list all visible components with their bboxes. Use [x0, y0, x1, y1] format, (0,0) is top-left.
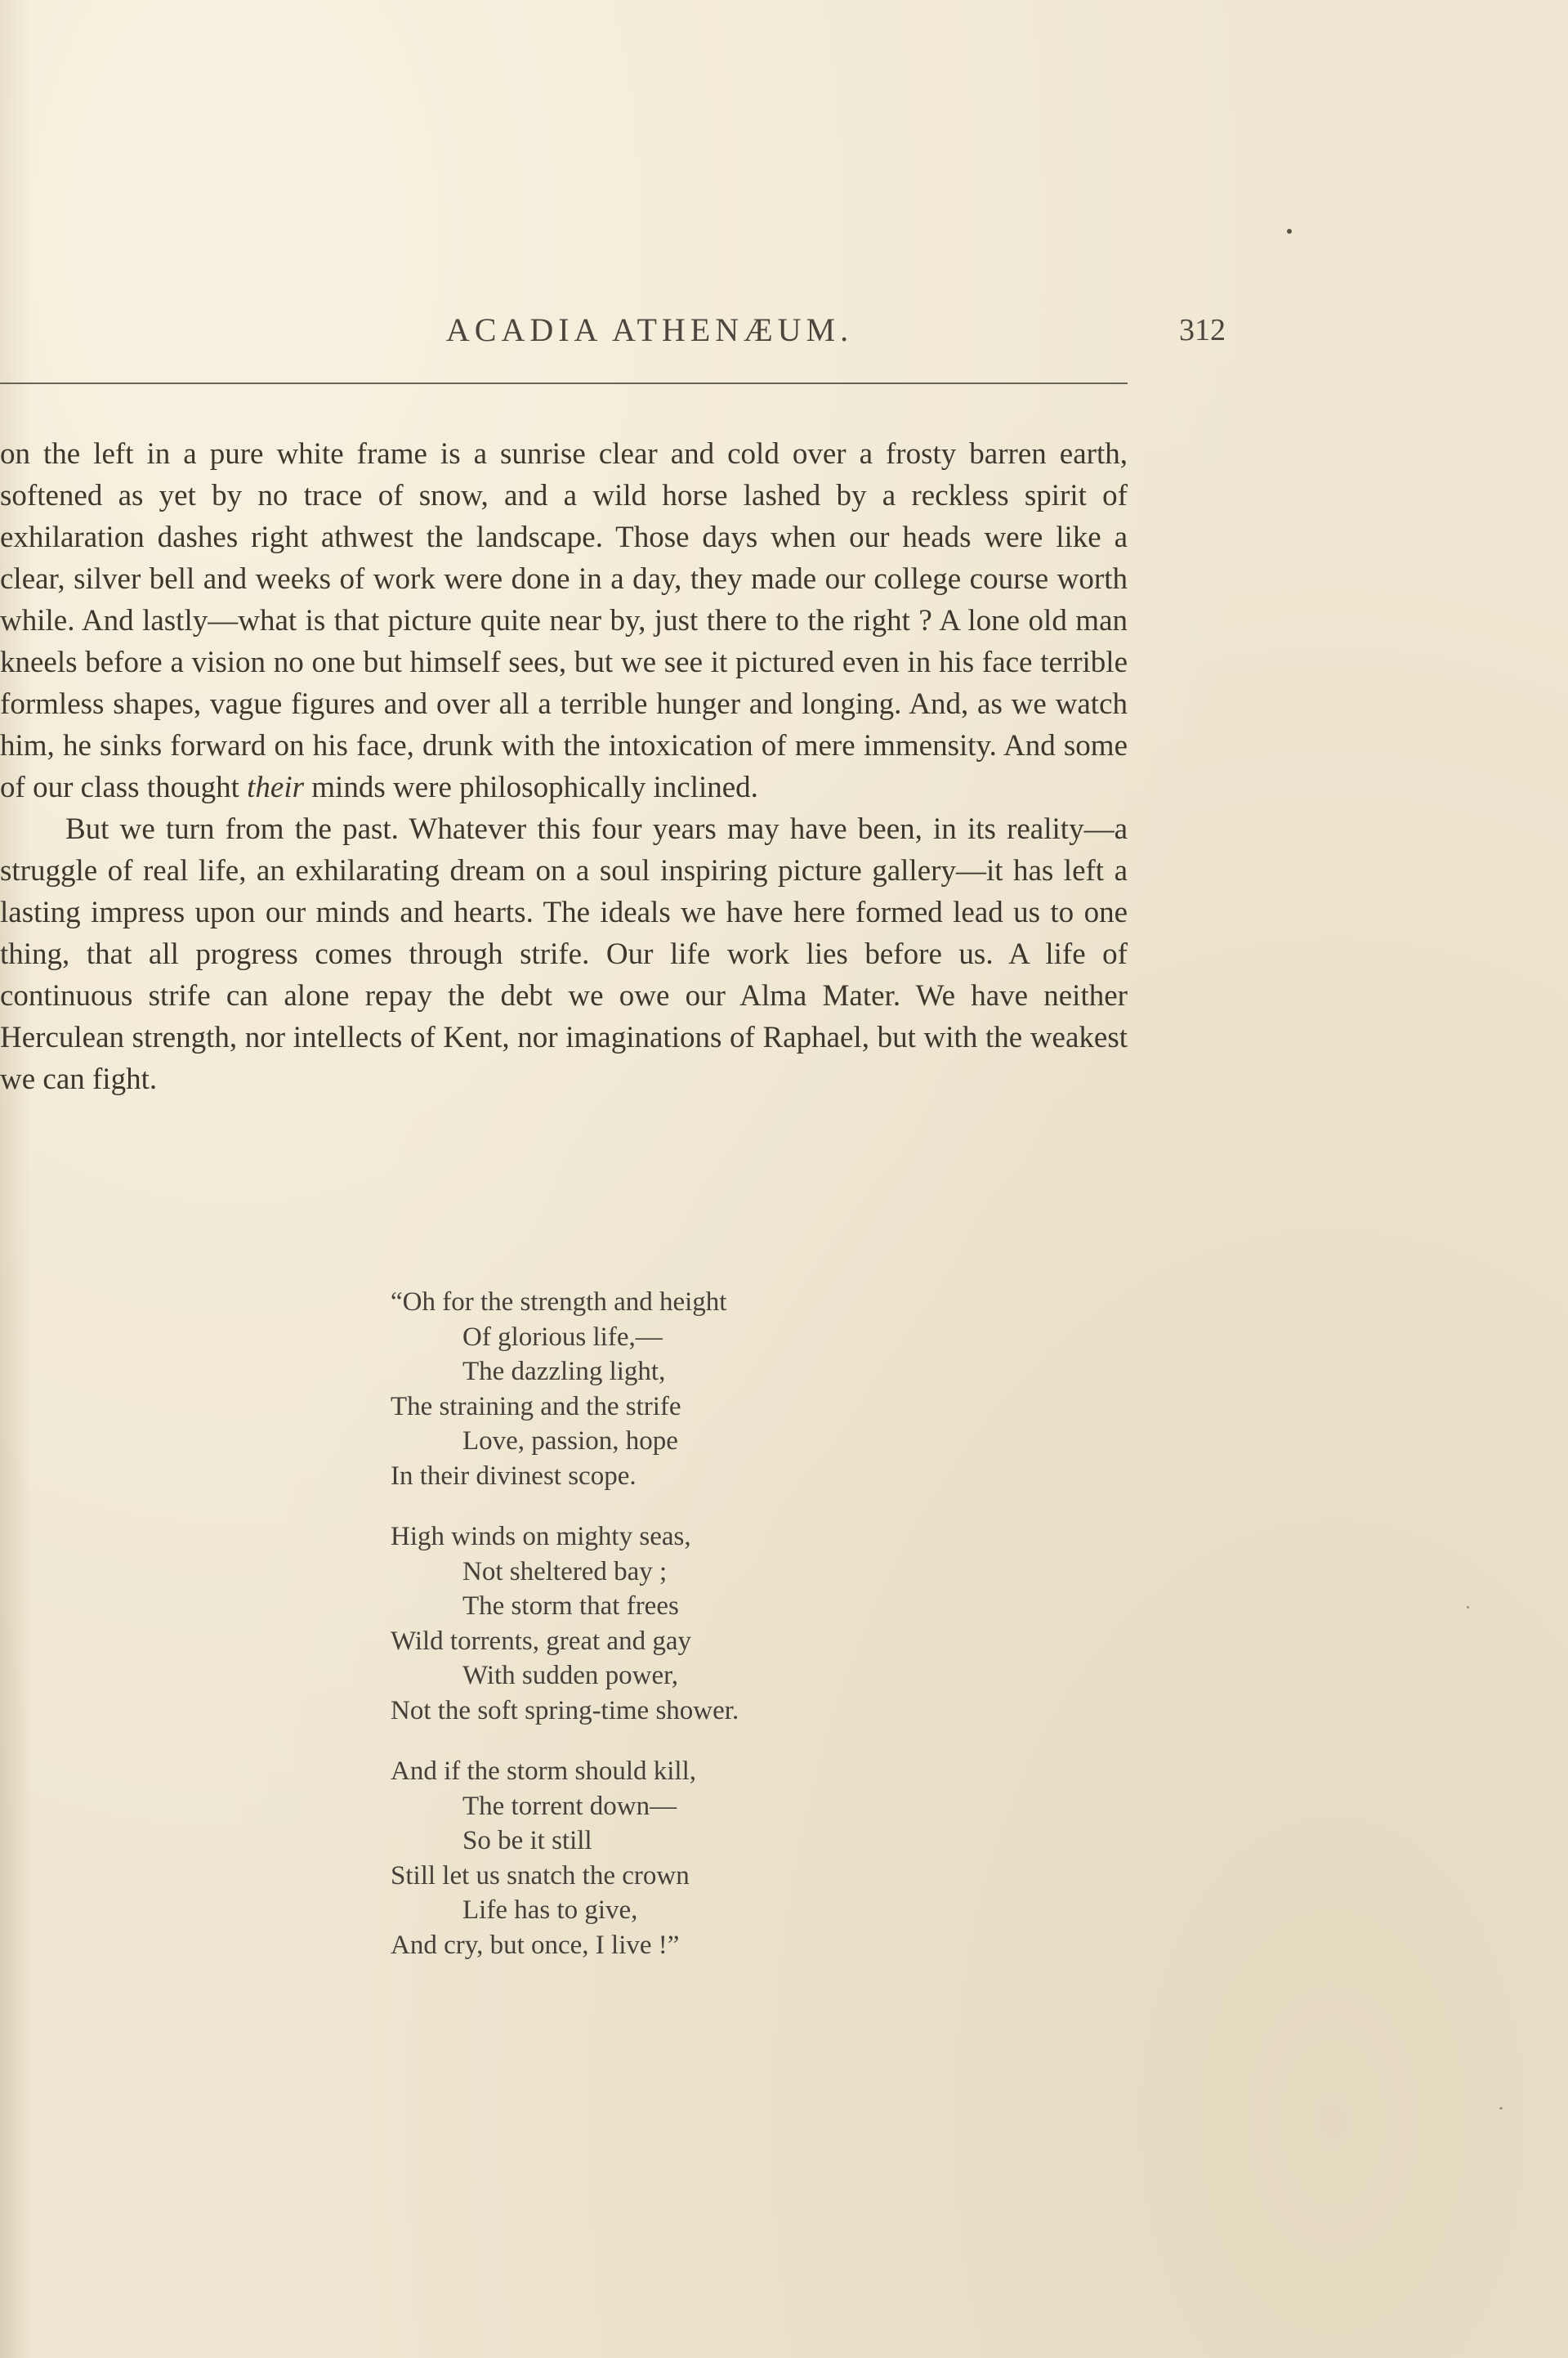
poem-line: High winds on mighty seas, [391, 1522, 691, 1551]
paragraph-1-text-end: minds were philosophically inclined. [304, 771, 758, 804]
poem-line: The storm that frees [462, 1591, 679, 1621]
journal-title: ACADIA ATHENÆUM. [445, 311, 854, 348]
paper-speck [1287, 229, 1292, 234]
stanza-3 [391, 1754, 739, 1962]
article-body [0, 433, 1128, 1100]
paper-speck [1499, 2107, 1503, 2110]
paragraph-2: But we turn from the past. Whatever this four years may have been, in its reality—a struggle of real life, an exhilarating dream on a soul inspiring picture gallery—it has left a lasting impress upon our minds and hearts. The ideals we have here formed lead us to one thing, that all progress comes through strife. Our life work lies before us. A life of continuous strife can alone repay the debt we owe our Alma Mater. We have neither Herculean strength, nor intellects of Kent, nor imaginations of Raphael, but with the weakest we can fight. [0, 812, 1128, 1096]
poem-line: And if the storm should kill, [391, 1756, 696, 1786]
poem-line: Not the soft spring-time shower. [391, 1695, 739, 1725]
page-number: 312 [1179, 313, 1226, 347]
poem-line: And cry, but once, I live !” [391, 1930, 680, 1960]
stanza-2 [391, 1519, 739, 1728]
poem-line: “Oh for the strength and height [391, 1287, 727, 1317]
poem-line: Not sheltered bay ; [462, 1556, 668, 1586]
poem-line: So be it still [462, 1826, 592, 1855]
italic-their: their [247, 771, 305, 804]
poem-line: The dazzling light, [462, 1357, 666, 1386]
poem-line: Wild torrents, great and gay [391, 1626, 691, 1656]
paragraph-1-text: on the left in a pure white frame is a sunrise clear and cold over a frosty barren earth, softened as yet by no trace of snow, and a wild horse lashed by a reckless spirit of exhilaration dashes right athwest the landscape. Those days when our heads were like a clear, silver bell and weeks of work were done in a day, they made our college course worth while. And lastly—what is that picture quite near by, just there to the right ? A lone old man kneels before a vision no one but himself sees, but we see it pictured even in his face terrible formless shapes, vague figures and over all a terrible hunger and longing. And, as we watch him, he sinks forward on his face, drunk with the intoxication of mere immensity. And some of our class thought [0, 437, 1128, 804]
poem [391, 1285, 739, 1989]
paper-speck [1467, 1606, 1469, 1609]
poem-line: Of glorious life,— [462, 1322, 663, 1352]
paragraph-1 [0, 433, 1128, 808]
poem-line: In their divinest scope. [391, 1461, 637, 1491]
poem-line: Life has to give, [462, 1895, 638, 1925]
poem-line: The straining and the strife [391, 1391, 681, 1421]
header-rule [0, 383, 1128, 384]
page-header [86, 311, 1226, 368]
poem-line: The torrent down— [462, 1791, 677, 1821]
stanza-1 [391, 1285, 739, 1493]
running-head [86, 311, 1226, 368]
poem-line: Love, passion, hope [462, 1426, 678, 1456]
poem-line: Still let us snatch the crown [391, 1860, 690, 1890]
poem-line: With sudden power, [462, 1661, 679, 1690]
